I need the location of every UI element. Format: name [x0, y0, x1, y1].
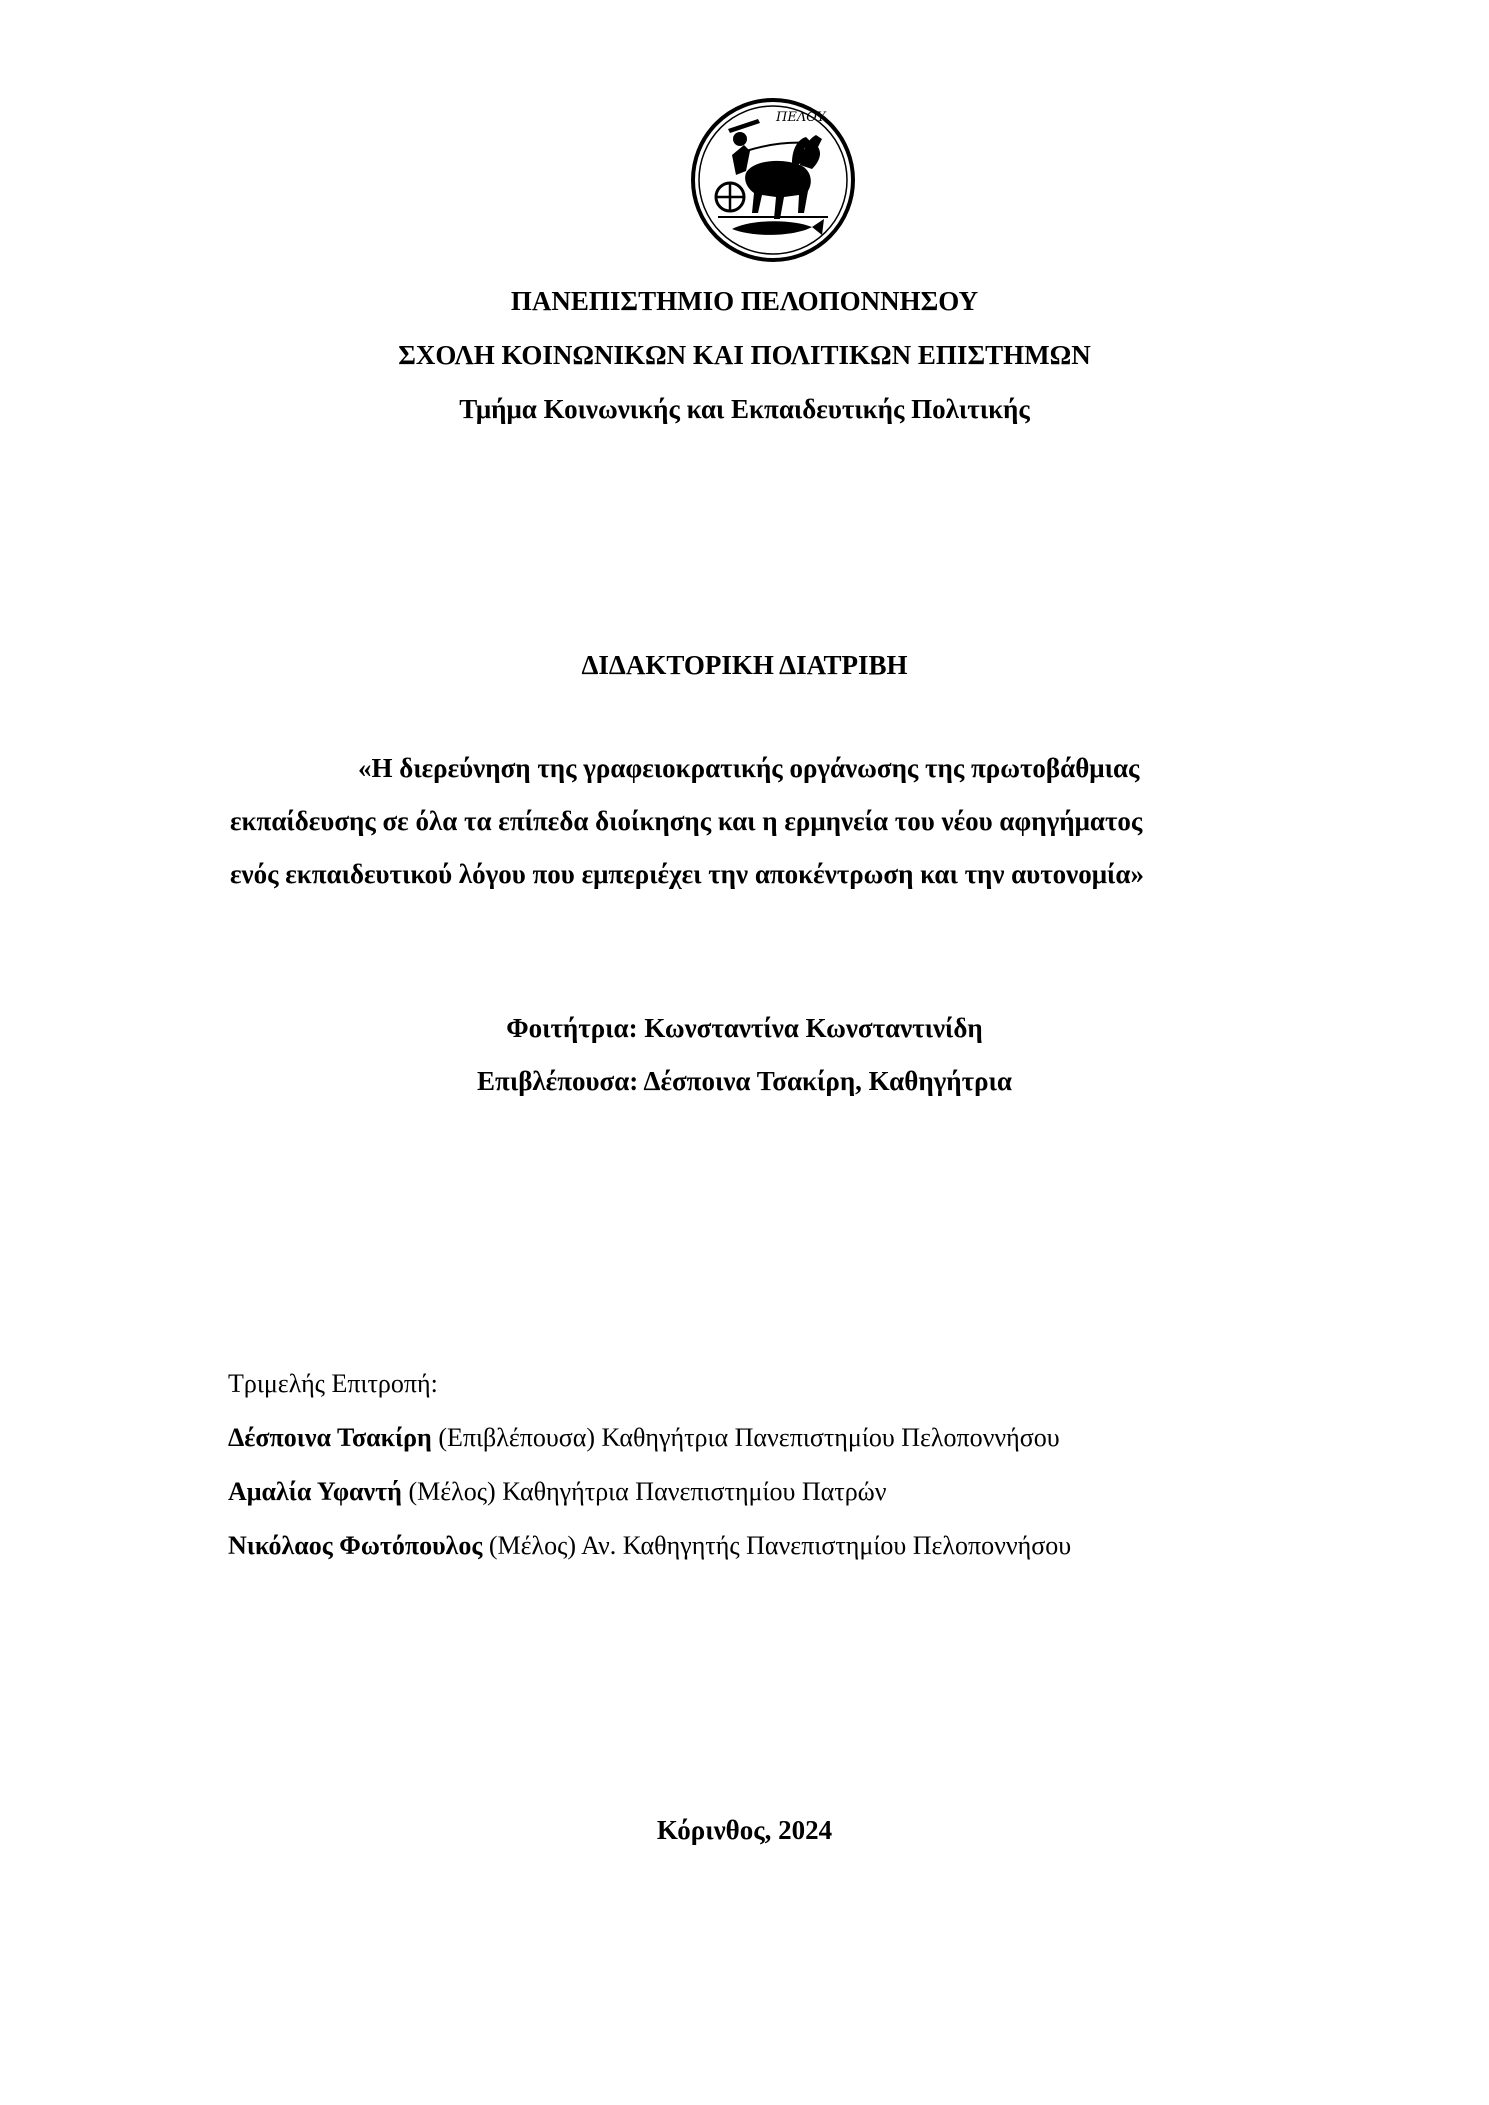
committee-member-name: Νικόλαος Φωτόπουλος [228, 1531, 483, 1560]
committee-member [228, 1475, 887, 1509]
committee-member-name: Δέσποινα Τσακίρη [228, 1423, 432, 1452]
committee-member-role: (Μέλος) Αν. Καθηγητής Πανεπιστημίου Πελοποννήσου [482, 1531, 1072, 1560]
university-name: ΠΑΝΕΠΙΣΤΗΜΙΟ ΠΕΛΟΠΟΝΝΗΣΟΥ [510, 286, 979, 316]
university-seal-logo [688, 95, 858, 265]
school-name: ΣΧΟΛΗ ΚΟΙΝΩΝΙΚΩΝ ΚΑΙ ΠΟΛΙΤΙΚΩΝ ΕΠΙΣΤΗΜΩΝ [398, 340, 1091, 370]
thesis-title-line-3: ενός εκπαιδευτικού λόγου που εμπεριέχει την αποκέντρωση και την αυτονομία» [230, 859, 1144, 889]
committee-member-name: Αμαλία Υφαντή [228, 1477, 402, 1506]
student-name: Φοιτήτρια: Κωνσταντίνα Κωνσταντινίδη [506, 1013, 983, 1043]
place-and-date: Κόρινθος, 2024 [656, 1815, 833, 1845]
department-name: Τμήμα Κοινωνικής και Εκπαιδευτικής Πολιτικής [459, 394, 1030, 424]
committee-heading: Τριμελής Επιτροπή: [228, 1369, 438, 1398]
committee-member-role: (Επιβλέπουσα) Καθηγήτρια Πανεπιστημίου Πελοποννήσου [431, 1423, 1060, 1452]
document-type: ΔΙΔΑΚΤΟΡΙΚΗ ΔΙΑΤΡΙΒΗ [581, 650, 908, 680]
committee-member [228, 1529, 1071, 1563]
seal-inscription: ΠΕΛΟΥ [776, 110, 826, 125]
supervisor-name: Επιβλέπουσα: Δέσποινα Τσακίρη, Καθηγήτρια [477, 1066, 1012, 1096]
thesis-title-line-1: «Η διερεύνηση της γραφειοκρατικής οργάνωσης της πρωτοβάθμιας [358, 753, 1140, 783]
committee-member [228, 1421, 1060, 1455]
committee-member-role: (Μέλος) Καθηγήτρια Πανεπιστημίου Πατρών [401, 1477, 887, 1506]
thesis-title-line-2: εκπαίδευσης σε όλα τα επίπεδα διοίκησης και η ερμηνεία του νέου αφηγήματος [230, 806, 1143, 836]
